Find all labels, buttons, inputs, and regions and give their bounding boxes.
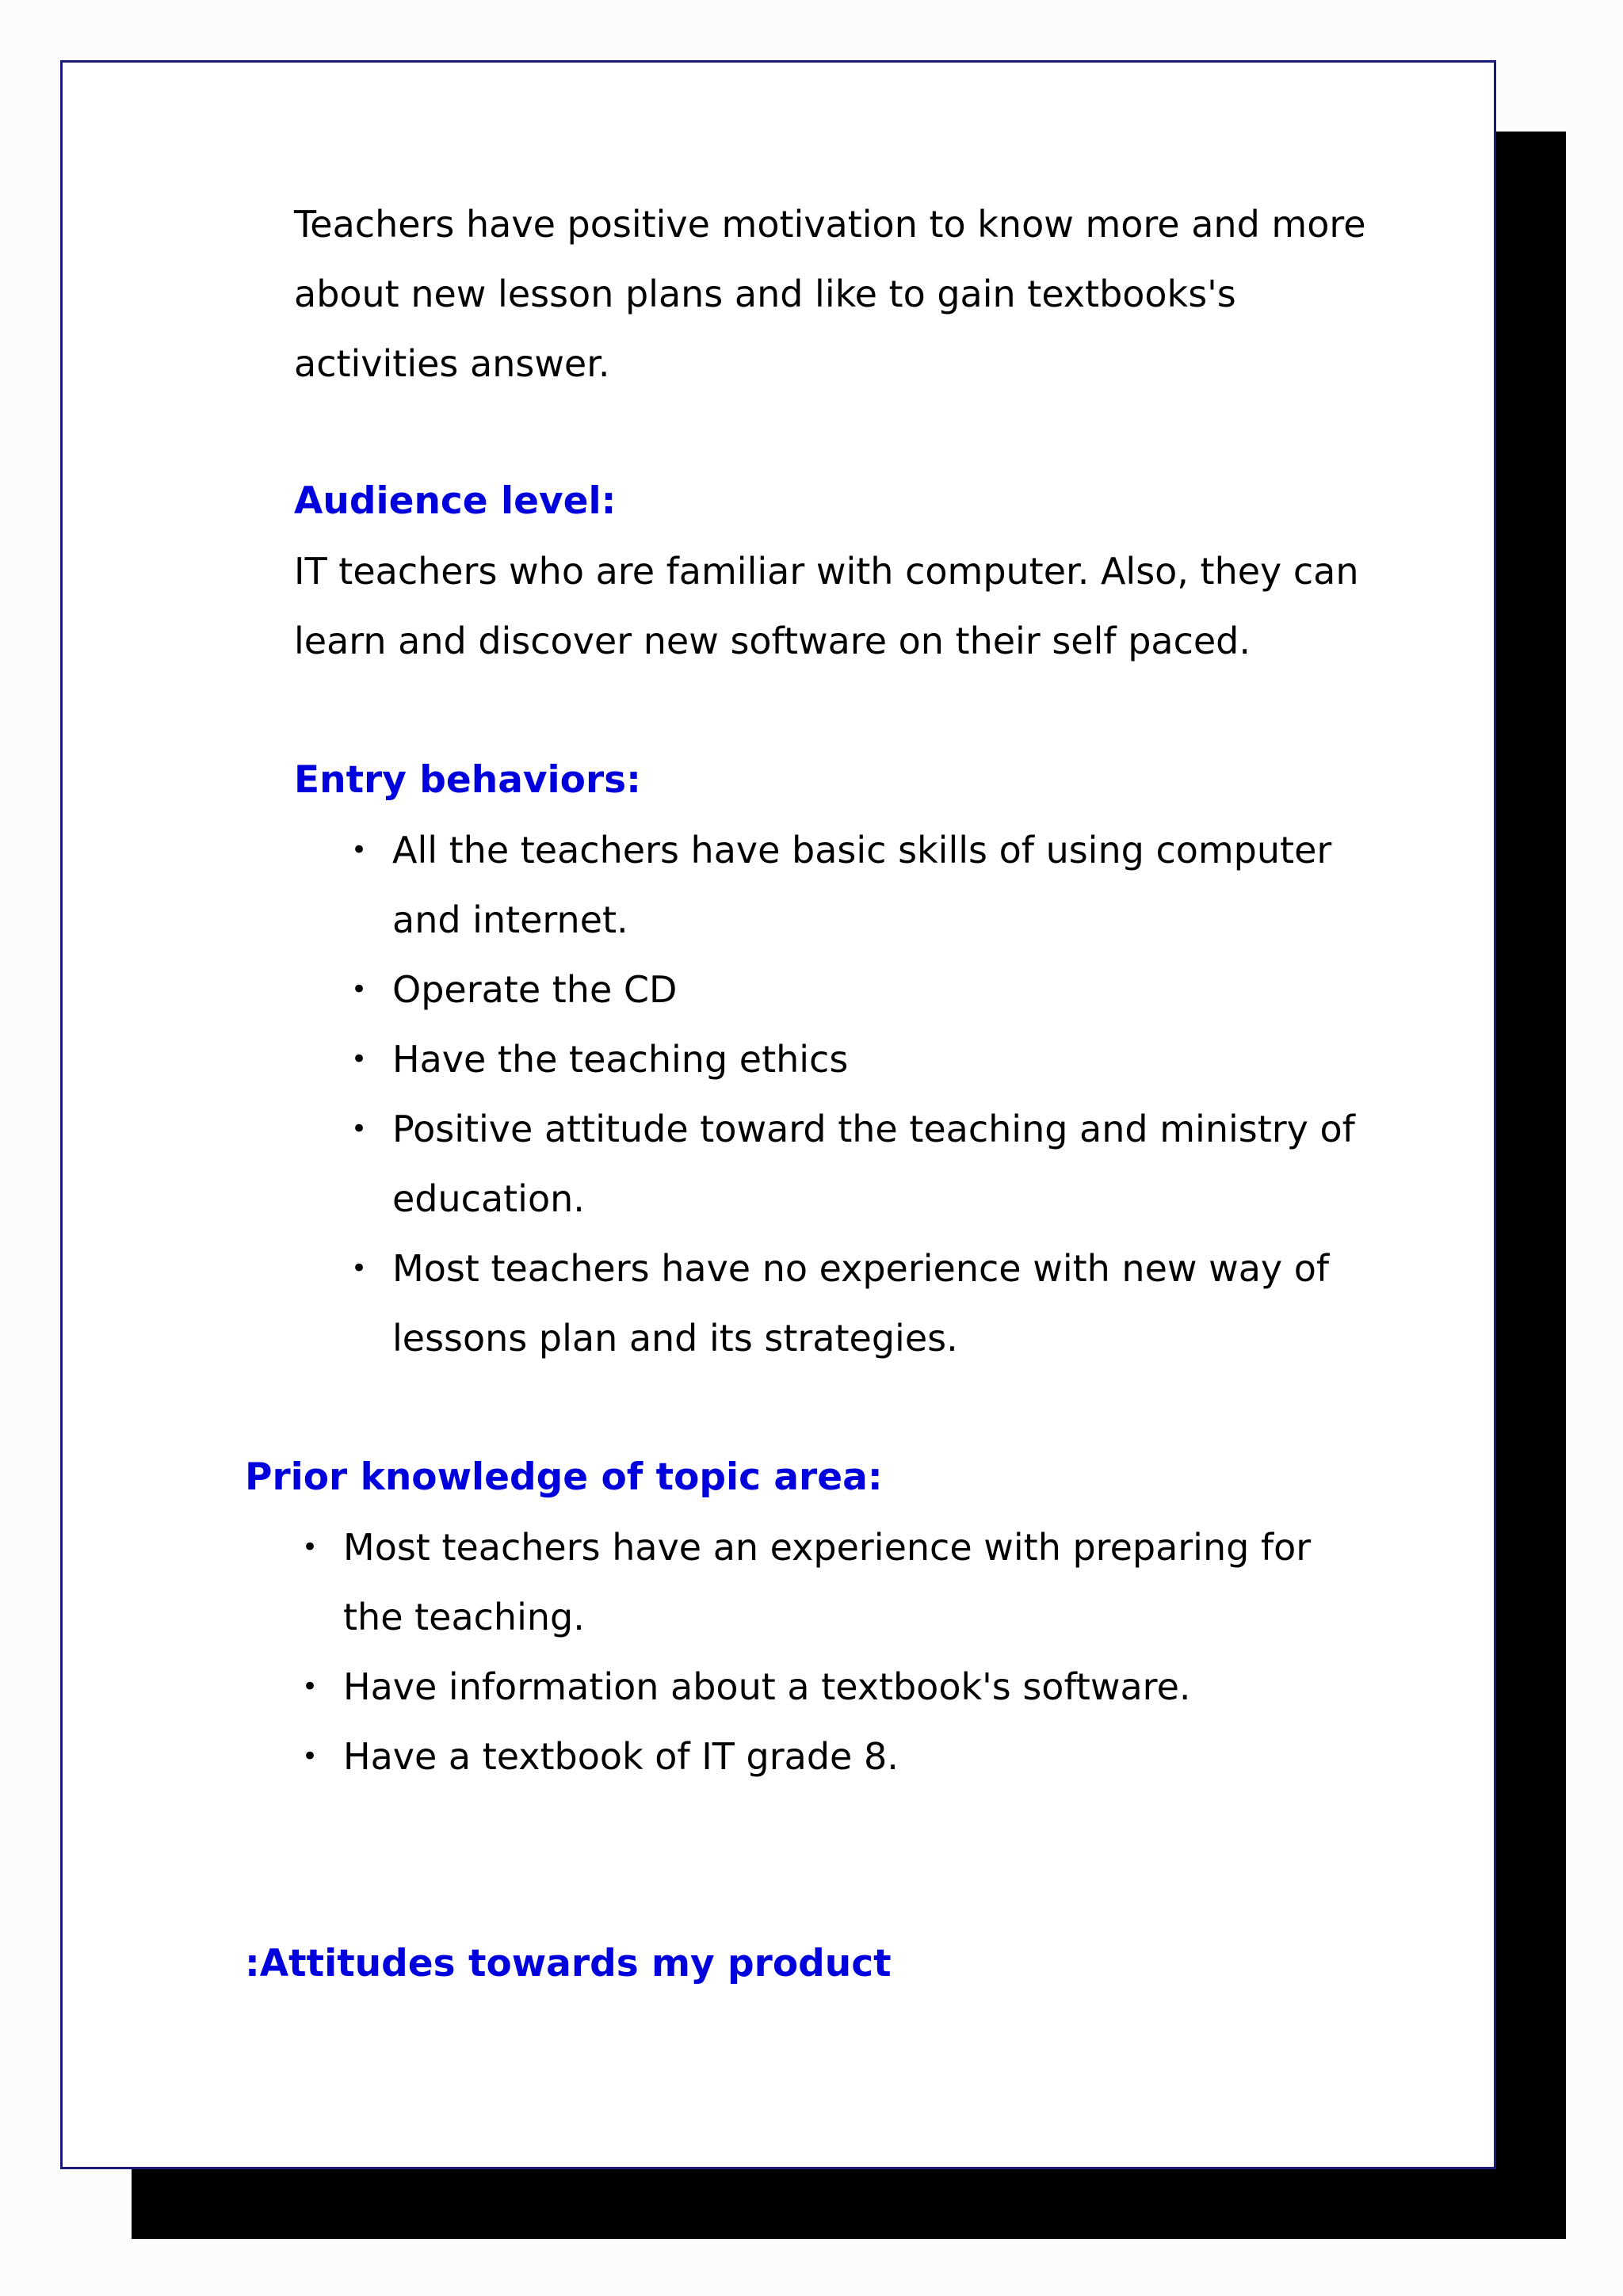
- list-item: [343, 1094, 1373, 1234]
- list-item: [343, 1024, 1373, 1094]
- list-item: [294, 1722, 1372, 1791]
- list-item: [343, 815, 1373, 955]
- intro-paragraph: Teachers have positive motivation to know more and more about new lesson plans and like to gain textbooks's activities answer.: [294, 203, 1366, 385]
- attitudes-heading: :Attitudes towards my product: [245, 1942, 892, 1985]
- bullet-icon: •: [351, 1113, 368, 1145]
- bullet-icon: •: [302, 1531, 319, 1563]
- entry-behaviors-heading: Entry behaviors:: [294, 758, 641, 802]
- bullet-icon: •: [351, 974, 368, 1005]
- list-item: [343, 955, 1373, 1024]
- prior-knowledge-heading: Prior knowledge of topic area:: [245, 1455, 883, 1499]
- list-item-text: Have a textbook of IT grade 8.: [343, 1735, 899, 1778]
- entry-behaviors-list: [343, 815, 1373, 1373]
- audience-level-text: IT teachers who are familiar with computer. Also, they can learn and discover new software on their self paced.: [294, 550, 1359, 662]
- bullet-icon: •: [351, 1253, 368, 1284]
- list-item-text: Have information about a textbook's software.: [343, 1665, 1191, 1708]
- prior-knowledge-list: [294, 1512, 1372, 1791]
- document-page: [60, 60, 1496, 2169]
- bullet-icon: •: [351, 834, 368, 866]
- list-item: [294, 1652, 1372, 1722]
- bullet-icon: •: [351, 1043, 368, 1075]
- list-item-text: Have the teaching ethics: [392, 1038, 849, 1081]
- audience-level-heading: Audience level:: [294, 479, 617, 523]
- page-content: [63, 63, 1494, 2167]
- list-item-text: Positive attitude toward the teaching and ministry of education.: [392, 1108, 1355, 1220]
- bullet-icon: •: [302, 1671, 319, 1703]
- list-item-text: Operate the CD: [392, 968, 678, 1011]
- bullet-icon: •: [302, 1741, 319, 1772]
- list-item: [343, 1234, 1373, 1373]
- list-item-text: Most teachers have an experience with preparing for the teaching.: [343, 1526, 1312, 1638]
- list-item-text: Most teachers have no experience with new way of lessons plan and its strategies.: [392, 1247, 1330, 1360]
- list-item-text: All the teachers have basic skills of using computer and internet.: [392, 829, 1332, 941]
- list-item: [294, 1512, 1372, 1652]
